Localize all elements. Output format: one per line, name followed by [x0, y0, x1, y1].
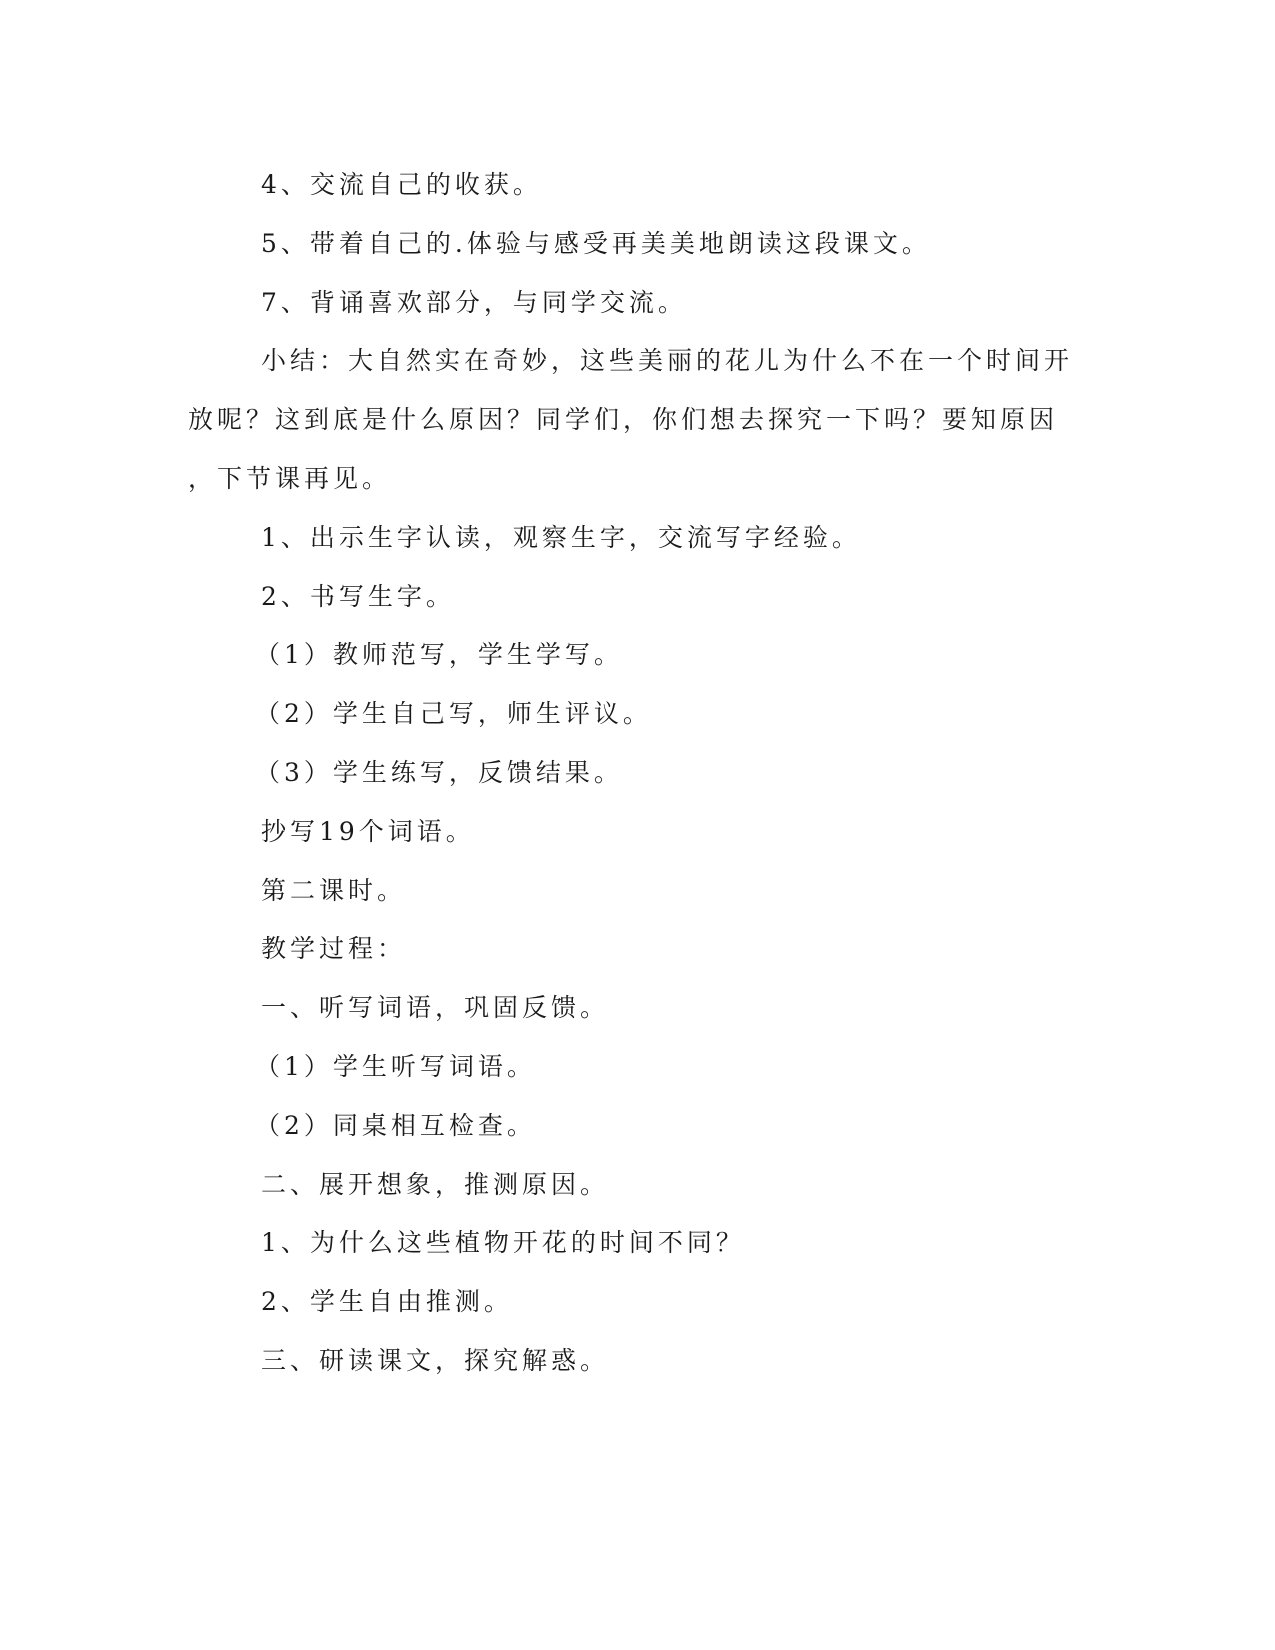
text-line: 2、书写生字。 — [261, 582, 455, 611]
text-line: （1）教师范写，学生学写。 — [255, 640, 623, 669]
text-line: 1、为什么这些植物开花的时间不同？ — [261, 1228, 745, 1257]
text-line: 三、研读课文，探究解惑。 — [261, 1346, 610, 1375]
text-line: 5、带着自己的.体验与感受再美美地朗读这段课文。 — [261, 229, 931, 258]
text-line: 1、出示生字认读，观察生字，交流写字经验。 — [261, 523, 861, 552]
text-line: （2）同桌相互检查。 — [255, 1111, 536, 1140]
text-line: （1）学生听写词语。 — [255, 1052, 536, 1081]
section-heading: 第二课时。 — [261, 876, 407, 905]
section-heading: 教学过程： — [261, 934, 407, 963]
text-line: 7、背诵喜欢部分，与同学交流。 — [261, 288, 687, 317]
paragraph-summary-line: 小结：大自然实在奇妙，这些美丽的花儿为什么不在一个时间开 — [261, 346, 1074, 375]
text-line: 一、听写词语，巩固反馈。 — [261, 993, 610, 1022]
text-line: 4、交流自己的收获。 — [261, 170, 542, 199]
text-line: 二、展开想象，推测原因。 — [261, 1170, 610, 1199]
text-line: （3）学生练写，反馈结果。 — [255, 758, 623, 787]
text-line: 2、学生自由推测。 — [261, 1287, 513, 1316]
text-line: 抄写19个词语。 — [261, 817, 475, 846]
paragraph-summary-line: ，下节课再见。 — [188, 464, 392, 493]
text-line: （2）学生自己写，师生评议。 — [255, 699, 652, 728]
paragraph-summary-line: 放呢？这到底是什么原因？同学们，你们想去探究一下吗？要知原因 — [188, 405, 1059, 434]
